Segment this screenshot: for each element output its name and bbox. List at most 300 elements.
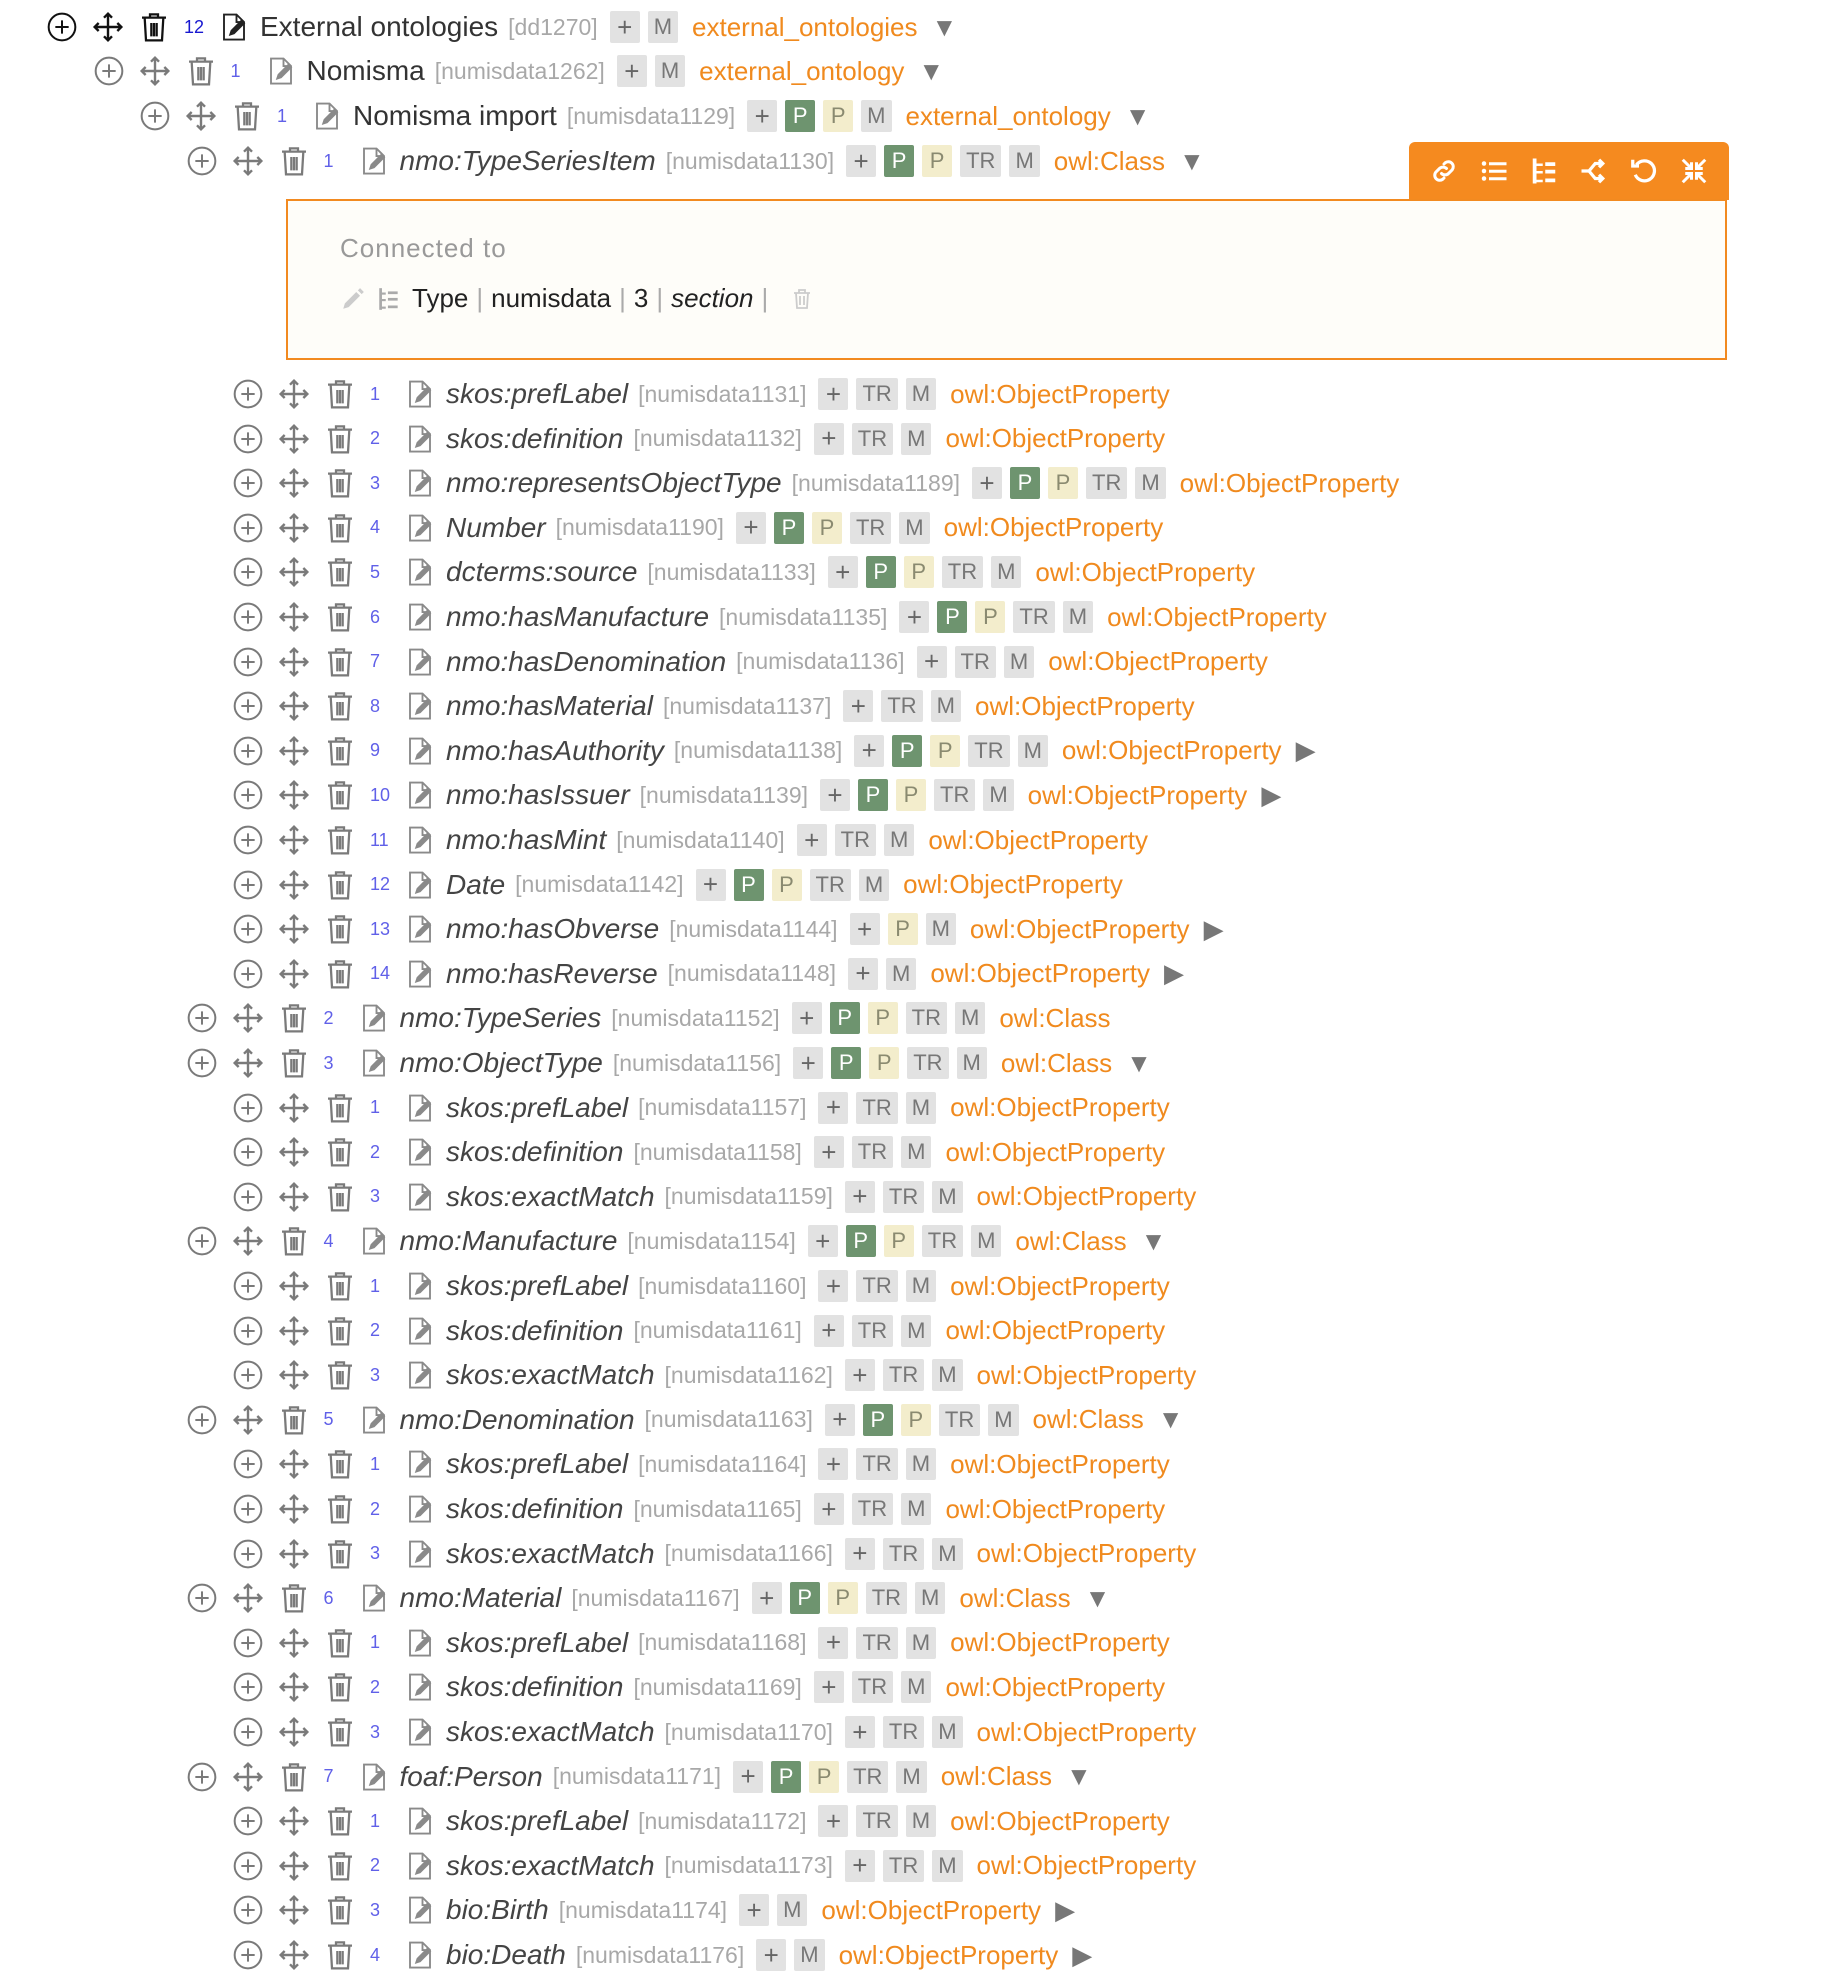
move-handle-icon[interactable]	[274, 642, 314, 682]
add-child-icon[interactable]	[182, 1400, 222, 1440]
node-label[interactable]: Nomisma	[306, 55, 425, 86]
expand-arrow-icon[interactable]: ▶	[1072, 1939, 1093, 1970]
add-child-icon[interactable]	[42, 7, 82, 47]
add-child-icon[interactable]	[228, 642, 268, 682]
node-label[interactable]: nmo:TypeSeriesItem	[399, 145, 656, 176]
modify-button[interactable]: M	[906, 1627, 936, 1659]
translate-button[interactable]: TR	[934, 779, 975, 811]
modify-button[interactable]: M	[915, 1582, 945, 1614]
modify-button[interactable]: M	[1009, 145, 1039, 177]
add-child-icon[interactable]	[228, 1444, 268, 1484]
node-label[interactable]: nmo:hasMaterial	[446, 690, 653, 722]
translate-button[interactable]: TR	[883, 1359, 924, 1391]
add-child-icon[interactable]	[182, 1757, 222, 1797]
add-child-icon[interactable]	[228, 374, 268, 414]
add-child-icon[interactable]	[228, 954, 268, 994]
add-button[interactable]: +	[845, 1359, 875, 1391]
modify-button[interactable]: M	[932, 1538, 962, 1570]
add-button[interactable]: +	[818, 1627, 848, 1659]
pending-publish-button[interactable]: P	[869, 1047, 899, 1079]
add-child-icon[interactable]	[228, 508, 268, 548]
delete-icon[interactable]	[181, 51, 221, 91]
collapse-arrow-icon[interactable]: ▼	[1157, 1404, 1184, 1435]
add-child-icon[interactable]	[228, 1088, 268, 1128]
modify-button[interactable]: M	[859, 869, 889, 901]
expand-arrow-icon[interactable]: ▶	[1295, 735, 1316, 766]
translate-button[interactable]: TR	[906, 1002, 947, 1034]
move-handle-icon[interactable]	[274, 1355, 314, 1395]
translate-button[interactable]: TR	[942, 556, 983, 588]
move-handle-icon[interactable]	[135, 51, 175, 91]
node-label[interactable]: nmo:representsObjectType	[446, 467, 782, 499]
add-button[interactable]: +	[814, 1493, 844, 1525]
edit-icon[interactable]	[356, 1045, 392, 1081]
add-child-icon[interactable]	[228, 1801, 268, 1841]
move-handle-icon[interactable]	[274, 1846, 314, 1886]
delete-icon[interactable]	[320, 419, 360, 459]
translate-button[interactable]: TR	[881, 690, 922, 722]
pending-publish-button[interactable]: P	[896, 779, 926, 811]
add-child-icon[interactable]	[228, 1534, 268, 1574]
move-handle-icon[interactable]	[274, 820, 314, 860]
add-child-icon[interactable]	[228, 1311, 268, 1351]
move-handle-icon[interactable]	[274, 463, 314, 503]
pending-publish-button[interactable]: P	[884, 1225, 914, 1257]
translate-button[interactable]: TR	[955, 646, 996, 678]
publish-button[interactable]: P	[790, 1582, 820, 1614]
collapse-arrow-icon[interactable]: ▼	[1124, 100, 1151, 131]
move-handle-icon[interactable]	[274, 552, 314, 592]
delete-icon[interactable]	[320, 1890, 360, 1930]
node-label[interactable]: nmo:Manufacture	[399, 1225, 618, 1257]
add-child-icon[interactable]	[228, 865, 268, 905]
translate-button[interactable]: TR	[883, 1538, 924, 1570]
add-button[interactable]: +	[736, 512, 766, 544]
delete-icon[interactable]	[320, 820, 360, 860]
move-handle-icon[interactable]	[274, 419, 314, 459]
add-button[interactable]: +	[846, 145, 876, 177]
edit-icon[interactable]	[402, 777, 438, 813]
publish-button[interactable]: P	[863, 1404, 893, 1436]
edit-icon[interactable]	[402, 867, 438, 903]
modify-button[interactable]: M	[955, 1002, 985, 1034]
node-label[interactable]: skos:exactMatch	[446, 1849, 655, 1881]
add-child-icon[interactable]	[228, 1177, 268, 1217]
delete-icon[interactable]	[320, 1088, 360, 1128]
edit-icon[interactable]	[263, 53, 299, 89]
add-button[interactable]: +	[845, 1850, 875, 1882]
translate-button[interactable]: TR	[847, 1761, 888, 1793]
add-child-icon[interactable]	[228, 1667, 268, 1707]
translate-button[interactable]: TR	[939, 1404, 980, 1436]
modify-button[interactable]: M	[777, 1894, 807, 1926]
modify-button[interactable]: M	[655, 55, 685, 87]
node-label[interactable]: Number	[446, 511, 546, 543]
move-handle-icon[interactable]	[274, 1801, 314, 1841]
modify-button[interactable]: M	[648, 11, 678, 43]
delete-icon[interactable]	[274, 1221, 314, 1261]
modify-button[interactable]: M	[1135, 467, 1165, 499]
translate-button[interactable]: TR	[968, 735, 1009, 767]
add-button[interactable]: +	[818, 378, 848, 410]
edit-icon[interactable]	[402, 1536, 438, 1572]
translate-button[interactable]: TR	[852, 1493, 893, 1525]
node-label[interactable]: nmo:hasManufacture	[446, 601, 710, 632]
move-handle-icon[interactable]	[274, 1667, 314, 1707]
publish-button[interactable]: P	[892, 735, 922, 767]
list-icon[interactable]	[1474, 151, 1514, 191]
edit-icon[interactable]	[402, 421, 438, 457]
node-label[interactable]: bio:Death	[446, 1939, 566, 1970]
add-child-icon[interactable]	[182, 1578, 222, 1618]
collapse-arrow-icon[interactable]: ▼	[1126, 1047, 1152, 1078]
edit-icon[interactable]	[402, 1134, 438, 1170]
delete-icon[interactable]	[320, 1712, 360, 1752]
delete-icon[interactable]	[320, 1801, 360, 1841]
add-button[interactable]: +	[848, 958, 878, 990]
tree-icon[interactable]	[1524, 151, 1564, 191]
add-button[interactable]: +	[808, 1225, 838, 1257]
add-button[interactable]: +	[917, 646, 947, 678]
translate-button[interactable]: TR	[883, 1716, 924, 1748]
pending-publish-button[interactable]: P	[922, 145, 952, 177]
modify-button[interactable]: M	[932, 1359, 962, 1391]
publish-button[interactable]: P	[771, 1761, 801, 1793]
publish-button[interactable]: P	[884, 145, 914, 177]
move-handle-icon[interactable]	[88, 7, 128, 47]
collapse-arrow-icon[interactable]: ▼	[1140, 1225, 1167, 1256]
node-label[interactable]: skos:prefLabel	[446, 1091, 629, 1123]
pending-publish-button[interactable]: P	[904, 556, 934, 588]
edit-icon[interactable]	[402, 1491, 438, 1527]
delete-icon[interactable]	[320, 1311, 360, 1351]
translate-button[interactable]: TR	[856, 378, 897, 410]
modify-button[interactable]: M	[899, 512, 929, 544]
translate-button[interactable]: TR	[856, 1270, 897, 1302]
modify-button[interactable]: M	[988, 1404, 1018, 1436]
link-icon[interactable]	[1424, 151, 1464, 191]
pending-publish-button[interactable]: P	[975, 601, 1005, 633]
expand-arrow-icon[interactable]: ▶	[1164, 958, 1184, 989]
add-button[interactable]: +	[747, 100, 777, 132]
node-label[interactable]: nmo:hasMint	[446, 824, 607, 855]
move-handle-icon[interactable]	[274, 686, 314, 726]
move-handle-icon[interactable]	[274, 1177, 314, 1217]
add-button[interactable]: +	[818, 1448, 848, 1480]
publish-button[interactable]: P	[1010, 467, 1040, 499]
add-child-icon[interactable]	[228, 1355, 268, 1395]
node-label[interactable]: nmo:hasIssuer	[446, 779, 630, 811]
edit-icon[interactable]	[402, 1669, 438, 1705]
modify-button[interactable]: M	[932, 1716, 962, 1748]
publish-button[interactable]: P	[858, 779, 888, 811]
translate-button[interactable]: TR	[883, 1850, 924, 1882]
delete-icon[interactable]	[320, 1489, 360, 1529]
add-child-icon[interactable]	[228, 1623, 268, 1663]
move-handle-icon[interactable]	[274, 1311, 314, 1351]
node-label[interactable]: nmo:hasReverse	[446, 957, 658, 989]
pending-publish-button[interactable]: P	[772, 869, 802, 901]
expand-arrow-icon[interactable]: ▶	[1203, 913, 1224, 944]
delete-icon[interactable]	[320, 954, 360, 994]
publish-button[interactable]: P	[830, 1002, 860, 1034]
edit-icon[interactable]	[402, 911, 438, 947]
node-label[interactable]: External ontologies	[260, 11, 499, 42]
node-label[interactable]: skos:definition	[446, 422, 624, 454]
translate-button[interactable]: TR	[960, 145, 1001, 177]
collapse-arrow-icon[interactable]: ▼	[1179, 145, 1205, 176]
modify-button[interactable]: M	[1018, 735, 1048, 767]
add-button[interactable]: +	[610, 11, 640, 43]
move-handle-icon[interactable]	[228, 1221, 268, 1261]
undo-icon[interactable]	[1624, 151, 1664, 191]
delete-icon[interactable]	[274, 141, 314, 181]
node-label[interactable]: skos:exactMatch	[446, 1537, 655, 1569]
move-handle-icon[interactable]	[274, 1890, 314, 1930]
translate-button[interactable]: TR	[856, 1092, 897, 1124]
modify-button[interactable]: M	[932, 1181, 962, 1213]
add-child-icon[interactable]	[228, 419, 268, 459]
modify-button[interactable]: M	[931, 690, 961, 722]
node-label[interactable]: skos:prefLabel	[446, 1448, 629, 1480]
move-handle-icon[interactable]	[274, 909, 314, 949]
edit-icon[interactable]	[356, 1000, 392, 1036]
add-child-icon[interactable]	[228, 1890, 268, 1930]
edit-icon[interactable]	[402, 1313, 438, 1349]
edit-icon[interactable]	[356, 1580, 392, 1616]
modify-button[interactable]: M	[906, 378, 936, 410]
publish-button[interactable]: P	[831, 1047, 861, 1079]
translate-button[interactable]: TR	[856, 1805, 897, 1837]
edit-icon[interactable]	[356, 1223, 392, 1259]
add-child-icon[interactable]	[182, 141, 222, 181]
add-button[interactable]: +	[793, 1047, 823, 1079]
modify-button[interactable]: M	[901, 423, 931, 455]
delete-icon[interactable]	[274, 1757, 314, 1797]
edit-icon[interactable]	[402, 1625, 438, 1661]
edit-icon[interactable]	[402, 956, 438, 992]
modify-button[interactable]: M	[926, 913, 956, 945]
publish-button[interactable]: P	[774, 512, 804, 544]
move-handle-icon[interactable]	[274, 865, 314, 905]
edit-icon[interactable]	[356, 143, 392, 179]
add-button[interactable]: +	[814, 423, 844, 455]
add-button[interactable]: +	[818, 1805, 848, 1837]
translate-button[interactable]: TR	[852, 1671, 893, 1703]
modify-button[interactable]: M	[901, 1315, 931, 1347]
modify-button[interactable]: M	[983, 779, 1013, 811]
edit-icon[interactable]	[402, 599, 438, 635]
node-label[interactable]: dcterms:source	[446, 556, 638, 588]
delete-icon[interactable]	[227, 96, 267, 136]
add-button[interactable]: +	[972, 467, 1002, 499]
delete-icon[interactable]	[134, 7, 174, 47]
publish-button[interactable]: P	[846, 1225, 876, 1257]
node-label[interactable]: nmo:hasAuthority	[446, 734, 664, 766]
add-button[interactable]: +	[733, 1761, 763, 1793]
collapse-arrow-icon[interactable]: ▼	[1065, 1761, 1092, 1792]
move-handle-icon[interactable]	[274, 1444, 314, 1484]
add-child-icon[interactable]	[228, 820, 268, 860]
delete-icon[interactable]	[274, 1578, 314, 1618]
node-label[interactable]: skos:exactMatch	[446, 1716, 655, 1747]
modify-button[interactable]: M	[906, 1448, 936, 1480]
translate-button[interactable]: TR	[852, 423, 893, 455]
pending-publish-button[interactable]: P	[901, 1404, 931, 1436]
modify-button[interactable]: M	[794, 1939, 824, 1971]
delete-icon[interactable]	[320, 1132, 360, 1172]
node-label[interactable]: skos:prefLabel	[446, 1626, 629, 1658]
pending-publish-button[interactable]: P	[1048, 467, 1078, 499]
edit-icon[interactable]	[402, 1446, 438, 1482]
publish-button[interactable]: P	[937, 601, 967, 633]
collapse-arrow-icon[interactable]: ▼	[1084, 1582, 1111, 1613]
expand-arrow-icon[interactable]: ▶	[1261, 779, 1282, 810]
move-handle-icon[interactable]	[274, 954, 314, 994]
add-button[interactable]: +	[845, 1181, 875, 1213]
edit-icon[interactable]	[402, 1090, 438, 1126]
add-button[interactable]: +	[814, 1671, 844, 1703]
node-label[interactable]: skos:exactMatch	[446, 1180, 655, 1212]
delete-connection-icon[interactable]	[790, 287, 814, 311]
pending-publish-button[interactable]: P	[812, 512, 842, 544]
delete-icon[interactable]	[320, 865, 360, 905]
pending-publish-button[interactable]: P	[868, 1002, 898, 1034]
edit-icon[interactable]	[402, 1848, 438, 1884]
modify-button[interactable]: M	[906, 1270, 936, 1302]
delete-icon[interactable]	[320, 597, 360, 637]
add-button[interactable]: +	[617, 55, 647, 87]
delete-icon[interactable]	[320, 1266, 360, 1306]
node-label[interactable]: nmo:hasObverse	[446, 913, 660, 945]
delete-icon[interactable]	[320, 1444, 360, 1484]
node-label[interactable]: skos:prefLabel	[446, 1805, 629, 1837]
move-handle-icon[interactable]	[228, 998, 268, 1038]
modify-button[interactable]: M	[991, 556, 1021, 588]
pencil-icon[interactable]	[340, 286, 370, 312]
add-button[interactable]: +	[818, 1092, 848, 1124]
add-button[interactable]: +	[814, 1315, 844, 1347]
edit-icon[interactable]	[356, 1402, 392, 1438]
add-button[interactable]: +	[825, 1404, 855, 1436]
add-button[interactable]: +	[845, 1538, 875, 1570]
relations-icon[interactable]	[1574, 151, 1614, 191]
delete-icon[interactable]	[274, 998, 314, 1038]
node-label[interactable]: skos:definition	[446, 1493, 624, 1524]
move-handle-icon[interactable]	[274, 1266, 314, 1306]
move-handle-icon[interactable]	[228, 1400, 268, 1440]
node-label[interactable]: skos:definition	[446, 1136, 624, 1168]
modify-button[interactable]: M	[896, 1761, 926, 1793]
add-button[interactable]: +	[756, 1939, 786, 1971]
edit-icon[interactable]	[356, 1759, 392, 1795]
add-button[interactable]: +	[828, 556, 858, 588]
add-child-icon[interactable]	[228, 463, 268, 503]
delete-icon[interactable]	[320, 463, 360, 503]
modify-button[interactable]: M	[901, 1671, 931, 1703]
modify-button[interactable]: M	[906, 1092, 936, 1124]
node-label[interactable]: skos:prefLabel	[446, 378, 629, 409]
node-label[interactable]: bio:Birth	[446, 1894, 549, 1926]
node-label[interactable]: skos:definition	[446, 1671, 624, 1703]
move-handle-icon[interactable]	[274, 597, 314, 637]
move-handle-icon[interactable]	[228, 141, 268, 181]
add-button[interactable]: +	[739, 1894, 769, 1926]
move-handle-icon[interactable]	[274, 1534, 314, 1574]
add-button[interactable]: +	[814, 1136, 844, 1168]
move-handle-icon[interactable]	[274, 1935, 314, 1975]
delete-icon[interactable]	[320, 374, 360, 414]
add-button[interactable]: +	[752, 1582, 782, 1614]
add-button[interactable]: +	[854, 735, 884, 767]
delete-icon[interactable]	[320, 1355, 360, 1395]
edit-icon[interactable]	[402, 1892, 438, 1928]
translate-button[interactable]: TR	[850, 512, 891, 544]
collapse-icon[interactable]	[1674, 151, 1714, 191]
delete-icon[interactable]	[320, 1667, 360, 1707]
move-handle-icon[interactable]	[274, 374, 314, 414]
modify-button[interactable]: M	[901, 1136, 931, 1168]
pending-publish-button[interactable]: P	[809, 1761, 839, 1793]
add-child-icon[interactable]	[228, 1266, 268, 1306]
add-button[interactable]: +	[792, 1002, 822, 1034]
node-label[interactable]: Nomisma import	[353, 100, 557, 131]
edit-icon[interactable]	[402, 1714, 438, 1750]
move-handle-icon[interactable]	[274, 1623, 314, 1663]
edit-icon[interactable]	[402, 688, 438, 724]
delete-icon[interactable]	[320, 508, 360, 548]
translate-button[interactable]: TR	[1013, 601, 1054, 633]
move-handle-icon[interactable]	[274, 1088, 314, 1128]
translate-button[interactable]: TR	[922, 1225, 963, 1257]
edit-icon[interactable]	[402, 1937, 438, 1973]
add-child-icon[interactable]	[228, 775, 268, 815]
move-handle-icon[interactable]	[274, 1489, 314, 1529]
add-button[interactable]: +	[696, 869, 726, 901]
add-child-icon[interactable]	[182, 1043, 222, 1083]
add-button[interactable]: +	[899, 601, 929, 633]
edit-icon[interactable]	[309, 98, 345, 134]
move-handle-icon[interactable]	[274, 1712, 314, 1752]
add-button[interactable]: +	[797, 824, 827, 856]
add-button[interactable]: +	[845, 1716, 875, 1748]
add-child-icon[interactable]	[228, 1132, 268, 1172]
edit-icon[interactable]	[402, 465, 438, 501]
move-handle-icon[interactable]	[274, 731, 314, 771]
add-button[interactable]: +	[820, 779, 850, 811]
translate-button[interactable]: TR	[907, 1047, 948, 1079]
node-label[interactable]: nmo:ObjectType	[399, 1047, 603, 1078]
delete-icon[interactable]	[320, 1935, 360, 1975]
modify-button[interactable]: M	[886, 958, 916, 990]
publish-button[interactable]: P	[785, 100, 815, 132]
add-child-icon[interactable]	[228, 1935, 268, 1975]
edit-icon[interactable]	[402, 1268, 438, 1304]
add-child-icon[interactable]	[228, 1712, 268, 1752]
translate-button[interactable]: TR	[852, 1136, 893, 1168]
modify-button[interactable]: M	[1063, 601, 1093, 633]
delete-icon[interactable]	[320, 1846, 360, 1886]
collapse-arrow-icon[interactable]: ▼	[918, 55, 945, 86]
edit-icon[interactable]	[402, 1179, 438, 1215]
delete-icon[interactable]	[320, 731, 360, 771]
node-label[interactable]: nmo:hasDenomination	[446, 645, 727, 677]
publish-button[interactable]: P	[734, 869, 764, 901]
modify-button[interactable]: M	[932, 1850, 962, 1882]
node-label[interactable]: skos:prefLabel	[446, 1270, 629, 1301]
add-button[interactable]: +	[843, 690, 873, 722]
delete-icon[interactable]	[320, 1177, 360, 1217]
